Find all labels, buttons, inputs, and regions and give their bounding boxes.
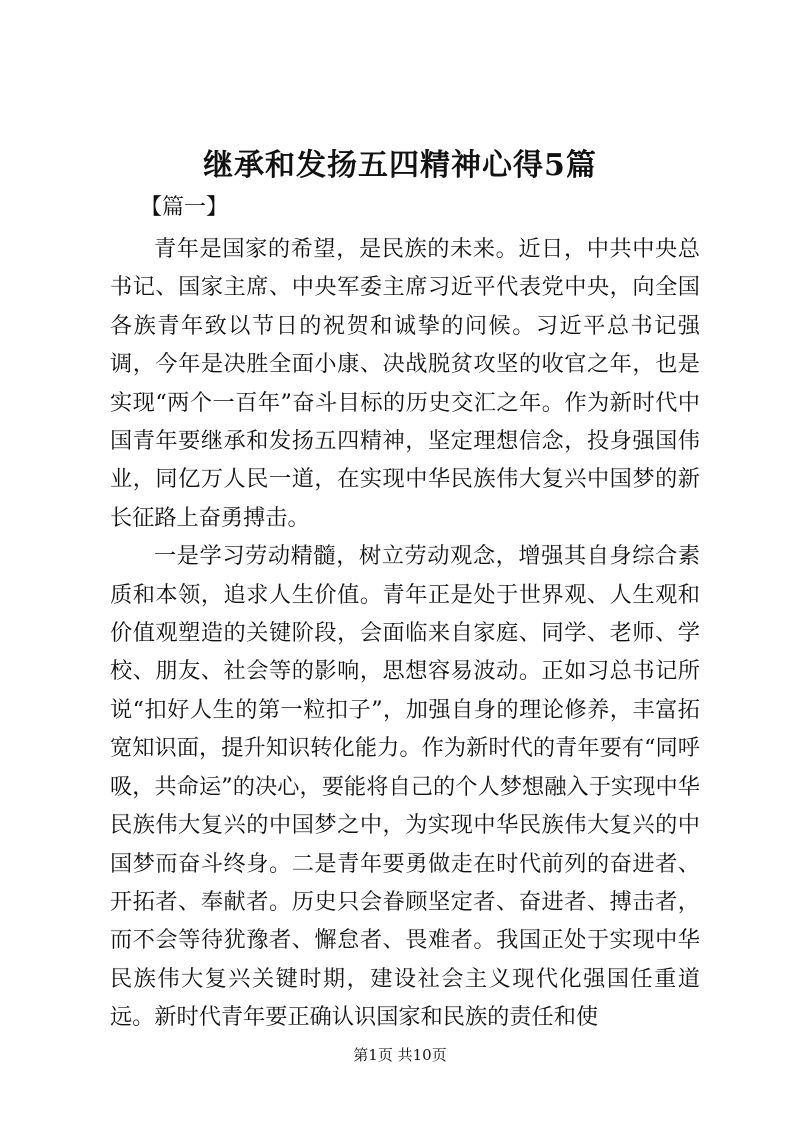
document-title: 继承和发扬五四精神心得5篇 — [203, 148, 597, 183]
paragraph: 青年是国家的希望，是民族的未来。近日，中共中央总书记、国家主席、中央军委主席习近平代表党中央，向全国各族青年致以节日的祝贺和诚挚的问候。习近平总书记强调，今年是决胜全面小康、决战脱贫攻坚的收官之年，也是实现“两个一百年”奋斗目标的历史交汇之年。作为新时代中国青年要继承和发扬五四精神，坚定理想信念，投身强国伟业，同亿万人民一道，在实现中华民族伟大复兴中国梦的新长征路上奋勇搏击。 — [110, 236, 700, 531]
paragraph: 一是学习劳动精髓，树立劳动观念，增强其自身综合素质和本领，追求人生价值。青年正是处于世界观、人生观和价值观塑造的关键阶段，会面临来自家庭、同学、老师、学校、朋友、社会等的影响，思想容易波动。正如习总书记所说“扣好人生的第一粒扣子”，加强自身的理论修养，丰富拓宽知识面，提升知识转化能力。作为新时代的青年要有“同呼吸，共命运”的决心，要能将自己的个人梦想融入于实现中华民族伟大复兴的中国梦之中，为实现中华民族伟大复兴的中国梦而奋斗终身。二是青年要勇做走在时代前列的奋进者、开拓者、奉献者。历史只会眷顾坚定者、奋进者、搏击者，而不会等待犹豫者、懈怠者、畏难者。我国正处于实现中华民族伟大复兴关键时期，建设社会主义现代化强国任重道远。新时代青年要正确认识国家和民族的责任和使 — [110, 543, 700, 1031]
section-heading: 【篇一】 — [140, 195, 229, 220]
page-footer: 第1页 共10页 — [353, 1046, 447, 1064]
document-body — [110, 230, 700, 1037]
